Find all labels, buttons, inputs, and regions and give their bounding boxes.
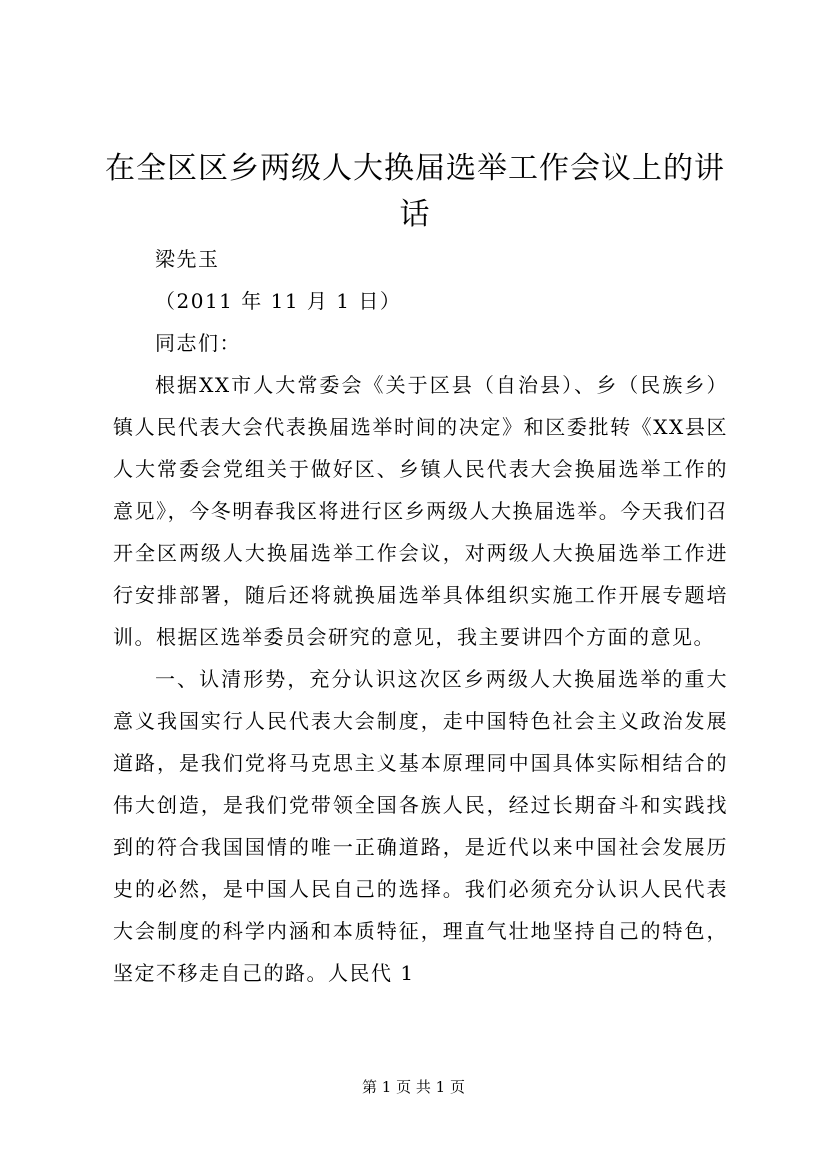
author-line: 梁先玉 [155, 247, 220, 271]
document-title: 在全区区乡两级人大换届选举工作会议上的讲话 [105, 151, 725, 232]
paragraph-section-one: 一、认清形势，充分认识这次区乡两级人大换届选举的重大意义我国实行人民代表大会制度，走中国特色社会主义政治发展道路，是我们党将马克思主义基本原理同中国具体实际相结合的伟大创造，是我们党带领全国各族人民，经过长期奋斗和实践找到的符合我国国情的唯一正确道路，是近代以来中国社会发展历史的必然，是中国人民自己的选择。我们必须充分认识人民代表大会制度的科学内涵和本质特征，理直气壮地坚持自己的特色，坚定不移走自己的路。人民代 1 [113, 667, 728, 985]
document-body [113, 238, 728, 994]
salutation: 同志们： [155, 331, 241, 355]
paragraph-intro: 根据XX市人大常委会《关于区县（自治县）、乡（民族乡）镇人民代表大会代表换届选举时间的决定》和区委批转《XX县区人大常委会党组关于做好区、乡镇人民代表大会换届选举工作的意见》，今冬明春我区将进行区乡两级人大换届选举。今天我们召开全区两级人大换届选举工作会议，对两级人大换届选举工作进行安排部署，随后还将就换届选举具体组织实施工作开展专题培训。根据区选举委员会研究的意见，我主要讲四个方面的意见。 [113, 373, 728, 649]
page-number-footer: 第 1 页 共 1 页 [362, 1078, 465, 1096]
date-line: （2011 年 11 月 1 日） [155, 289, 402, 313]
